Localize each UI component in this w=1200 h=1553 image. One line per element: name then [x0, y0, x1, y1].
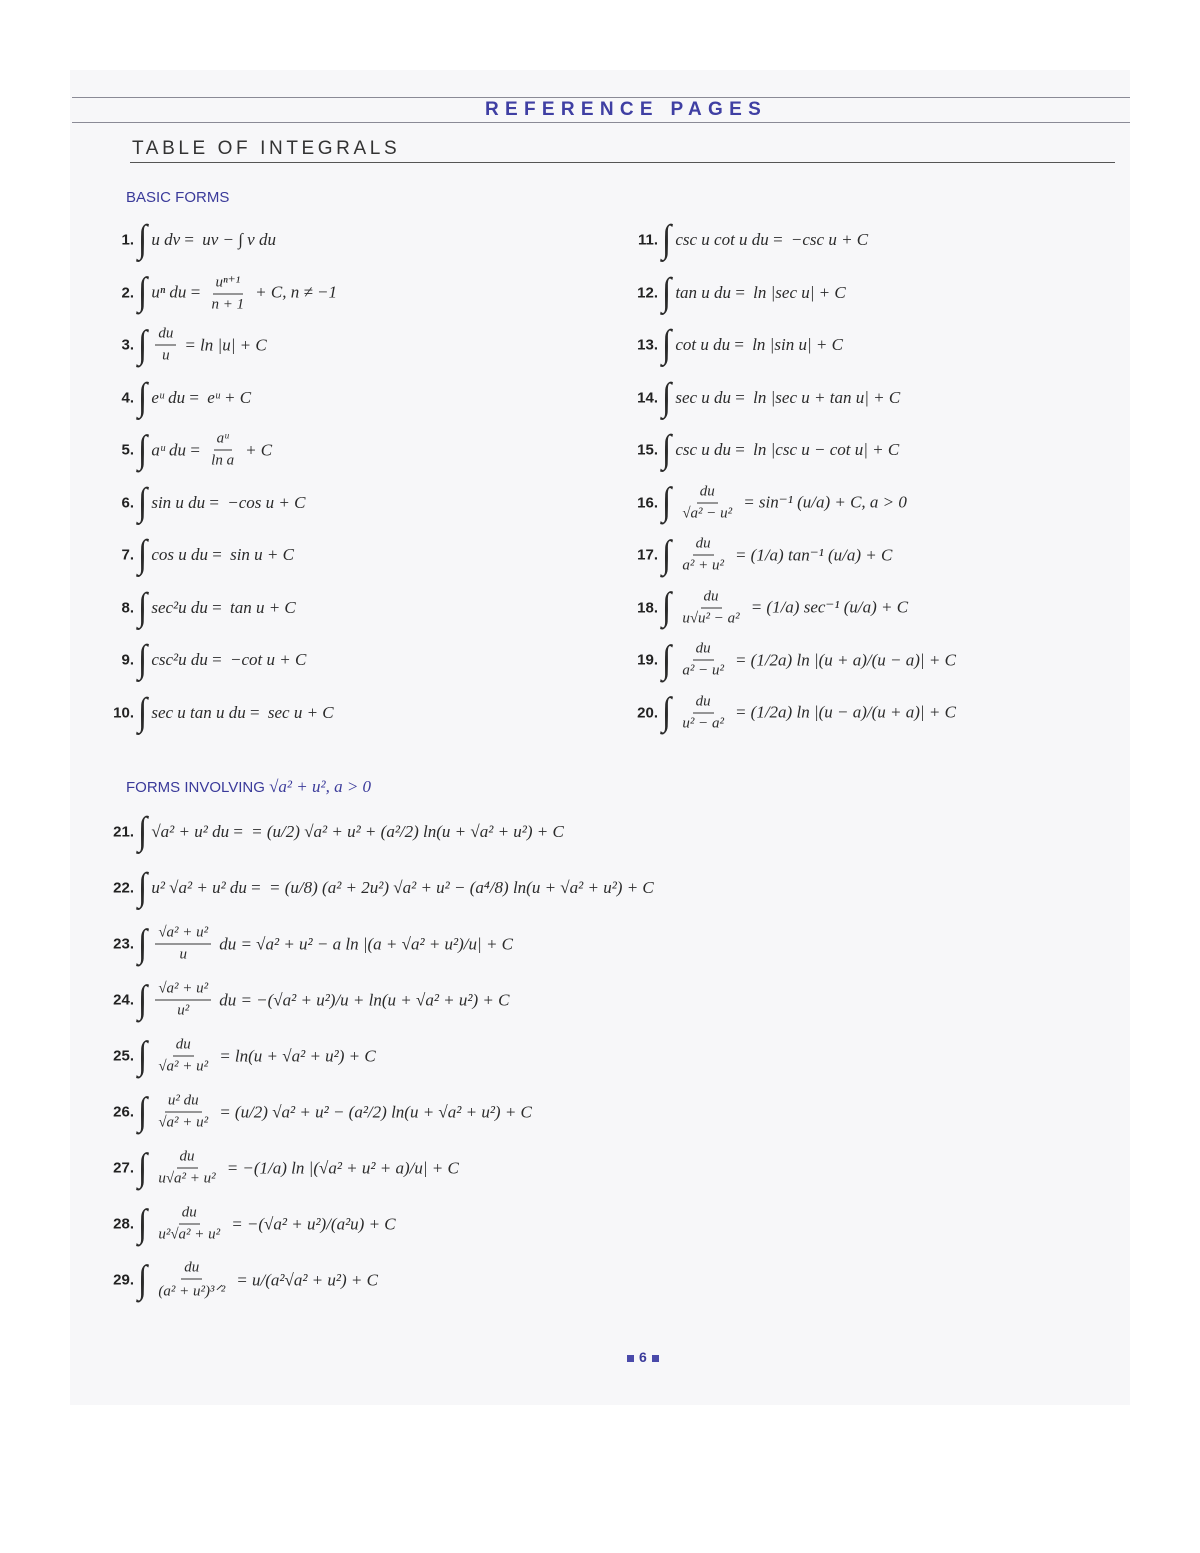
equals-sign: =: [730, 335, 749, 354]
fraction: [155, 1149, 218, 1188]
formula-expression: [138, 978, 510, 1021]
formula-number: 13.: [637, 336, 658, 354]
fraction: [679, 536, 727, 575]
integral-sign-icon: ∫: [138, 480, 148, 524]
fraction-denominator: n + 1: [211, 296, 245, 312]
formula-expression: [138, 218, 276, 261]
formula-result: = ln(u + √a² + u²) + C: [219, 1046, 376, 1065]
section-label: FORMS INVOLVING: [126, 779, 265, 796]
section-forms-involving: [126, 777, 371, 797]
integrand: aᵘ du: [151, 440, 187, 459]
integral-sign-icon: ∫: [138, 866, 148, 909]
formula-result: sin u + C: [230, 545, 294, 564]
page-number: [622, 1349, 664, 1365]
formula-expression: [138, 428, 273, 471]
square-bullet-icon: [627, 1355, 634, 1362]
formula-expression: [662, 270, 846, 314]
integral-sign-icon: ∫: [138, 270, 148, 314]
fraction-denominator: u√u² − a²: [682, 610, 740, 626]
formula-number: 1.: [121, 231, 134, 249]
formula-result: = u/(a²√a² + u²) + C: [236, 1270, 378, 1289]
equals-sign: =: [731, 282, 750, 302]
formula-number: 6.: [121, 494, 134, 511]
integral-sign-icon: ∫: [138, 1146, 148, 1189]
fraction-denominator: √a² + u²: [158, 1114, 209, 1131]
fraction-denominator: a² + u²: [682, 557, 724, 574]
integral-sign-icon: ∫: [138, 218, 148, 261]
formula-expression: [662, 428, 900, 471]
equals-sign: =: [229, 822, 248, 841]
formula-result: = (1/2a) ln |(u + a)/(u − a)| + C: [734, 650, 956, 669]
fraction-numerator: du: [693, 693, 714, 713]
formula-expression: [662, 218, 869, 261]
formula-number: 22.: [113, 879, 134, 897]
equals-sign: =: [208, 545, 227, 564]
fraction: [679, 641, 727, 680]
formula-number: 8.: [121, 599, 134, 616]
formula-number: 26.: [113, 1103, 134, 1121]
fraction-numerator: uⁿ⁺¹: [213, 272, 244, 294]
fraction-numerator: du: [177, 1149, 198, 1169]
formula-number: 4.: [121, 389, 134, 406]
integrand: tan u du: [675, 282, 732, 302]
fraction-numerator: du: [173, 1037, 194, 1057]
integral-sign-icon: ∫: [138, 638, 148, 681]
formula-result: = (1/a) tan⁻¹ (u/a) + C: [734, 545, 893, 564]
formula-number: 18.: [637, 599, 658, 616]
formula-number: 15.: [637, 441, 658, 459]
page-number-text: 6: [639, 1349, 647, 1365]
integral-sign-icon: ∫: [138, 533, 148, 576]
equals-sign: =: [186, 282, 205, 302]
formula-result: = (u/2) √a² + u² + (a²/2) ln(u + √a² + u²) + C: [251, 822, 564, 841]
integrand: csc u cot u du: [675, 230, 769, 249]
section-basic-forms: [126, 189, 229, 206]
formula-result: ln |sec u| + C: [753, 282, 846, 302]
formula-result: uv − ∫ v du: [202, 230, 276, 249]
formula-number: 29.: [113, 1271, 134, 1289]
integral-sign-icon: ∫: [662, 533, 672, 576]
formula-expression: [662, 533, 893, 576]
formula-result: eᵘ + C: [207, 387, 252, 407]
integral-sign-icon: ∫: [138, 922, 148, 965]
equals-sign: =: [185, 387, 204, 407]
fraction-denominator: ln a: [211, 452, 235, 469]
formula-result: = (u/2) √a² + u² − (a²/2) ln(u + √a² + u²) + C: [219, 1102, 532, 1121]
fraction-numerator: du: [701, 588, 722, 608]
formula-expression: [138, 1034, 376, 1077]
formula-result: ln |sin u| + C: [752, 335, 843, 354]
formula-expression: [138, 922, 514, 965]
integrand: cos u du: [151, 545, 208, 564]
fraction: [155, 1260, 228, 1301]
integral-sign-icon: ∫: [662, 638, 672, 681]
equals-sign: =: [207, 650, 226, 669]
page-title: TABLE OF INTEGRALS: [132, 138, 401, 159]
formula-expression: [138, 323, 267, 366]
integral-sign-icon: ∫: [138, 1258, 148, 1301]
formula-number: 14.: [637, 389, 658, 406]
integral-sign-icon: ∫: [138, 1034, 148, 1077]
formula-result: = (u/8) (a² + 2u²) √a² + u² − (a⁴/8) ln(u + √a² + u²) + C: [269, 878, 654, 897]
integrand: cot u du: [675, 335, 731, 354]
fraction-numerator: u² du: [165, 1093, 202, 1113]
formula-number: 3.: [121, 336, 134, 354]
formula-number: 5.: [121, 441, 134, 459]
formula-number: 9.: [121, 651, 134, 669]
fraction-denominator: u√a² + u²: [158, 1170, 216, 1187]
formula-number: 28.: [113, 1215, 134, 1233]
formula-number: 17.: [637, 546, 658, 564]
formula-expression: [662, 375, 901, 419]
equals-sign: =: [768, 230, 787, 249]
integrand: eᵘ du: [151, 387, 186, 407]
fraction-numerator: du: [693, 641, 714, 661]
formula-number: 2.: [121, 284, 134, 301]
formula-result: + C, n ≠ −1: [255, 282, 338, 302]
integrand: √a² + u² du: [151, 822, 230, 841]
fraction-denominator: u: [179, 946, 187, 963]
integral-sign-icon: ∫: [138, 323, 148, 366]
formula-expression: [138, 1146, 459, 1189]
formula-result: du = √a² + u² − a ln |(a + √a² + u²)/u| + C: [219, 934, 514, 953]
formula-result: −csc u + C: [790, 230, 869, 249]
title-rule: [130, 162, 1115, 163]
integral-sign-icon: ∫: [138, 428, 148, 471]
formula-expression: [138, 1260, 378, 1301]
integral-sign-icon: ∫: [662, 323, 672, 366]
fraction-denominator: a² − u²: [682, 662, 724, 679]
formula-expression: [138, 810, 564, 853]
integral-sign-icon: ∫: [138, 978, 148, 1021]
fraction: [209, 272, 248, 313]
fraction: [155, 1037, 211, 1076]
integral-sign-icon: ∫: [662, 690, 672, 734]
integral-sign-icon: ∫: [138, 810, 148, 853]
formula-result: = −(√a² + u²)/(a²u) + C: [231, 1214, 396, 1233]
formula-result: sec u + C: [267, 702, 334, 722]
fraction: [679, 588, 742, 627]
formula-number: 10.: [113, 704, 134, 721]
fraction-denominator: u² − a²: [682, 715, 724, 731]
integrand: uⁿ du: [151, 282, 187, 302]
running-head: REFERENCE PAGES: [485, 99, 768, 120]
formula-expression: [138, 272, 337, 313]
fraction: [155, 326, 176, 365]
fraction: [155, 1205, 223, 1244]
formula-number: 19.: [637, 651, 658, 669]
formula-number: 25.: [113, 1047, 134, 1065]
section-label: BASIC FORMS: [126, 189, 230, 206]
integral-sign-icon: ∫: [138, 1202, 148, 1245]
fraction-numerator: aᵘ: [214, 431, 232, 451]
fraction-denominator: u: [162, 347, 170, 364]
integrand: sec u tan u du: [151, 702, 246, 722]
fraction-denominator: u²: [177, 1002, 190, 1019]
integrand: u² √a² + u² du: [151, 878, 247, 897]
integral-sign-icon: ∫: [662, 585, 672, 629]
integral-sign-icon: ∫: [138, 375, 148, 419]
formula-expression: [138, 866, 654, 909]
formula-result: + C: [245, 440, 273, 459]
fraction-numerator: du: [697, 483, 718, 503]
formula-expression: [138, 480, 306, 524]
formula-result: ln |sec u + tan u| + C: [753, 387, 901, 407]
formula-result: = (1/a) sec⁻¹ (u/a) + C: [750, 597, 909, 617]
fraction: [679, 483, 735, 522]
formula-expression: [138, 533, 294, 576]
formula-result: tan u + C: [229, 597, 296, 617]
equals-sign: =: [731, 387, 750, 407]
integral-sign-icon: ∫: [662, 480, 672, 524]
fraction: [155, 925, 211, 964]
fraction-numerator: √a² + u²: [155, 925, 211, 945]
fraction-numerator: √a² + u²: [155, 981, 211, 1001]
formula-expression: [138, 1090, 532, 1133]
formula-result: = −(1/a) ln |(√a² + u² + a)/u| + C: [226, 1158, 459, 1177]
fraction-numerator: du: [693, 536, 714, 556]
formula-number: 27.: [113, 1159, 134, 1177]
fraction: [208, 431, 237, 470]
formula-number: 12.: [637, 284, 658, 301]
equals-sign: =: [245, 702, 264, 722]
equals-sign: =: [186, 440, 205, 459]
integral-sign-icon: ∫: [138, 1090, 148, 1133]
fraction-denominator: (a² + u²)³ᐟ²: [158, 1283, 226, 1300]
fraction-numerator: du: [155, 326, 176, 346]
integrand: sec²u du: [151, 597, 208, 617]
integral-sign-icon: ∫: [662, 270, 672, 314]
formula-result: −cot u + C: [229, 650, 307, 669]
formula-number: 24.: [113, 991, 134, 1009]
integrand: csc u du: [675, 440, 732, 459]
integrand: u dv: [151, 230, 181, 249]
formula-expression: [138, 690, 334, 734]
formula-expression: [662, 690, 956, 734]
fraction-numerator: du: [179, 1205, 200, 1225]
integrand: csc²u du: [151, 650, 208, 669]
formula-number: 16.: [637, 494, 658, 511]
fraction-denominator: √a² + u²: [158, 1058, 209, 1075]
section-condition: √a² + u², a > 0: [269, 777, 372, 796]
integral-sign-icon: ∫: [662, 218, 672, 261]
formula-expression: [138, 585, 296, 629]
formula-number: 11.: [637, 231, 658, 249]
formula-number: 21.: [113, 823, 134, 841]
square-bullet-icon: [652, 1355, 659, 1362]
integral-sign-icon: ∫: [138, 690, 148, 734]
formula-expression: [662, 638, 956, 681]
formula-result: ln |csc u − cot u| + C: [753, 440, 900, 459]
fraction-numerator: du: [181, 1260, 202, 1280]
header-rule: [72, 122, 1130, 123]
fraction-denominator: √a² − u²: [682, 505, 733, 521]
formula-expression: [138, 375, 252, 419]
fraction-denominator: u²√a² + u²: [158, 1226, 221, 1243]
integral-sign-icon: ∫: [662, 375, 672, 419]
top-rule: [72, 97, 1130, 98]
formula-expression: [662, 480, 907, 524]
equals-sign: =: [207, 597, 226, 617]
formula-number: 23.: [113, 935, 134, 953]
formula-number: 7.: [121, 546, 134, 564]
formula-expression: [662, 585, 909, 629]
integral-sign-icon: ∫: [138, 585, 148, 629]
equals-sign: =: [731, 440, 750, 459]
integral-sign-icon: ∫: [662, 428, 672, 471]
fraction: [155, 1093, 211, 1132]
equals-sign: =: [205, 492, 224, 512]
formula-result: = (1/2a) ln |(u − a)/(u + a)| + C: [734, 702, 956, 722]
formula-expression: [138, 1202, 396, 1245]
formula-result: −cos u + C: [227, 492, 306, 512]
formula-number: 20.: [637, 704, 658, 721]
formula-expression: [138, 638, 307, 681]
equals-sign: =: [180, 230, 199, 249]
equals-sign: =: [246, 878, 266, 897]
fraction: [679, 693, 727, 732]
integrand: sin u du: [151, 492, 206, 512]
formula-result: du = −(√a² + u²)/u + ln(u + √a² + u²) + C: [219, 990, 510, 1009]
fraction: [155, 981, 211, 1020]
integrand: sec u du: [675, 387, 732, 407]
formula-result: = ln |u| + C: [184, 335, 267, 354]
formula-result: = sin⁻¹ (u/a) + C, a > 0: [743, 492, 907, 512]
formula-expression: [662, 323, 843, 366]
